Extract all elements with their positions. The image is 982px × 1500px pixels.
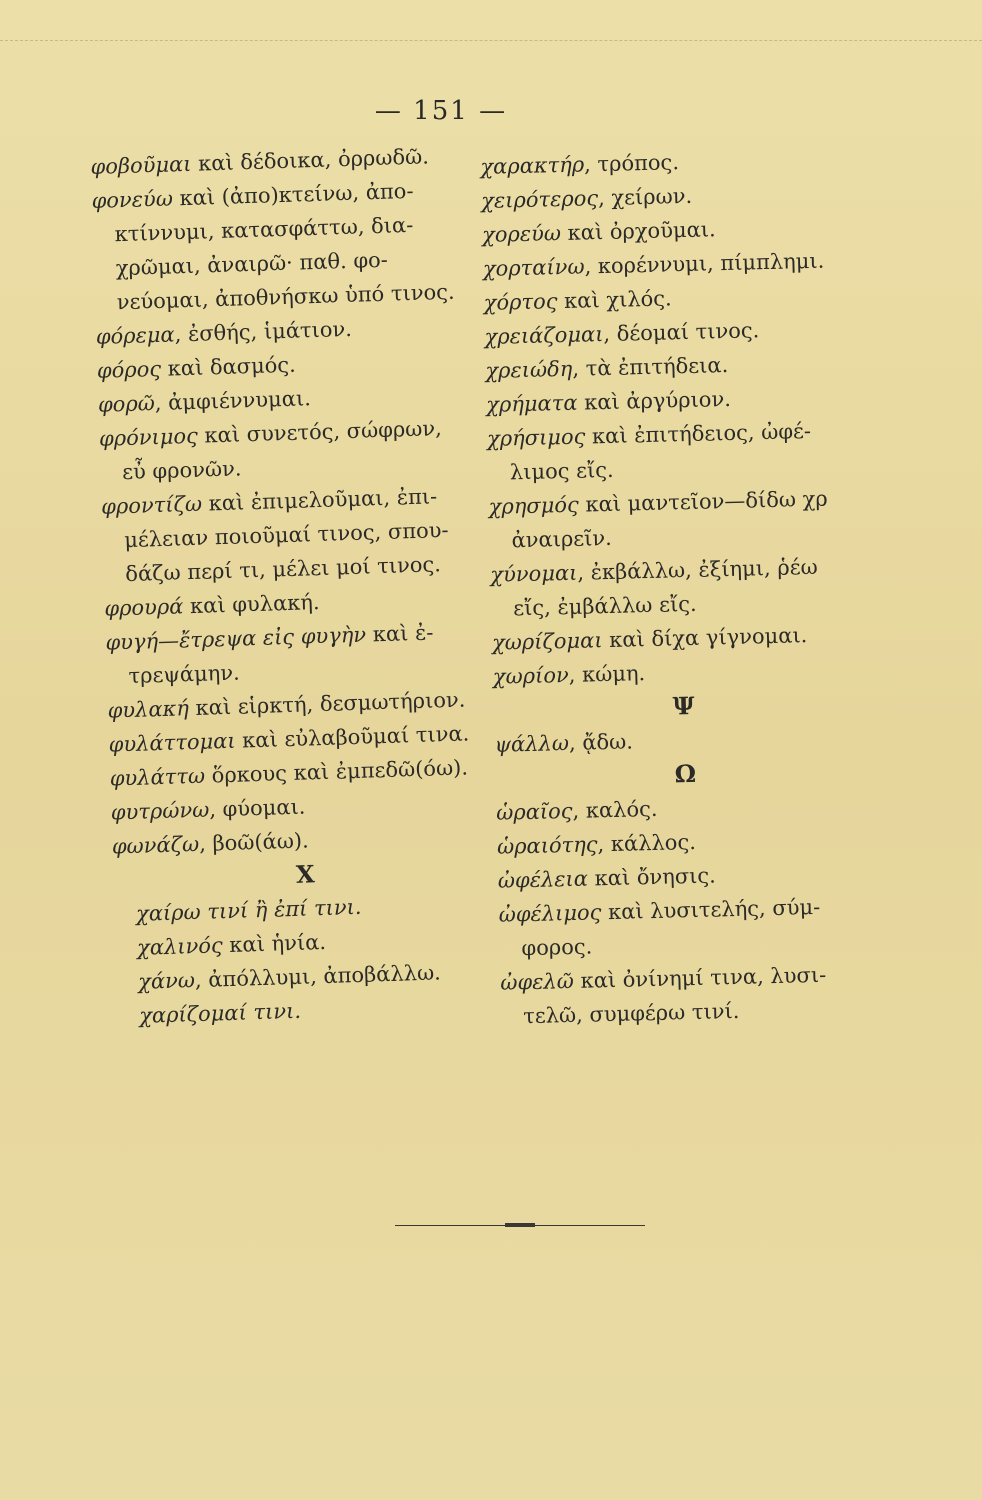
synonyms-text: , ἀπόλλυμι, ἀποβάλλω.	[194, 960, 442, 993]
synonyms-text: καὶ ἀργύριον.	[577, 386, 732, 415]
headword: χρήματα	[485, 390, 578, 417]
synonyms-text: , καλός.	[572, 796, 658, 823]
synonyms-text: καὶ ἐπιτήδειος, ὠφέ-	[585, 419, 812, 449]
synonyms-text: ἀναιρεῖν.	[511, 525, 613, 553]
headword: ὠφέλιμος	[498, 900, 602, 927]
headword: χόρτος	[483, 289, 558, 315]
headword: χαρακτήρ	[480, 152, 585, 179]
left-column	[90, 138, 493, 1033]
headword: φορῶ	[97, 391, 156, 417]
synonyms-text: , τὰ ἐπιτήδεια.	[572, 353, 729, 381]
headword: φονεύω	[91, 186, 174, 213]
headword: χορεύω	[481, 221, 562, 247]
headword: φυτρώνω	[110, 797, 210, 825]
headword: χωρίζομαι	[491, 628, 603, 655]
synonyms-text: , ἐκβάλλω, ἐξίημι, ῥέω	[577, 554, 818, 585]
footer-rule-mark	[505, 1223, 535, 1227]
headword: ὡραῖος	[495, 798, 573, 825]
synonyms-text: , φύομαι.	[208, 794, 306, 822]
synonyms-text: δάζω περί τι, μέλει μοί τινος.	[124, 552, 442, 587]
synonyms-text: καὶ δασμός.	[160, 352, 297, 381]
headword: φυλακή	[107, 696, 190, 723]
headword: ὠφέλεια	[497, 866, 589, 893]
synonyms-text: καὶ φυλακή.	[183, 590, 320, 619]
headword: χαλινός	[136, 933, 224, 960]
synonyms-text: , τρόπος.	[583, 150, 680, 177]
headword: φοβοῦμαι	[90, 151, 192, 179]
page-edge-line	[0, 40, 982, 41]
synonyms-text: , ᾄδω.	[568, 729, 634, 756]
headword: χύνομαι	[490, 560, 578, 587]
synonyms-text: φορος.	[521, 934, 593, 961]
letter-heading: Χ	[295, 859, 316, 889]
headword: φωνάζω	[111, 831, 200, 859]
headword: φυγή—ἔτρεψα εἰς φυγὴν	[105, 622, 367, 655]
synonyms-text: , χείρων.	[597, 183, 693, 211]
synonyms-text: καὶ εἱρκτή, δεσμωτήριον.	[188, 687, 466, 721]
synonyms-text: καὶ εὐλαβοῦμαί τινα.	[235, 721, 470, 753]
synonyms-text: , ἀμφιέννυμαι.	[154, 386, 312, 416]
headword: φυλάττομαι	[108, 728, 236, 757]
headword: φυλάττω	[109, 763, 206, 791]
synonyms-text: κτίννυμι, κατασφάττω, δια-	[114, 212, 414, 247]
page-number: — 151 —	[374, 96, 508, 126]
headword: φόρεμα	[95, 322, 176, 349]
synonyms-text: καὶ (ἀπο)κτείνω, ἀπο-	[172, 178, 414, 211]
headword: φόρος	[96, 356, 162, 383]
right-column	[480, 141, 861, 1034]
synonyms-text: καὶ ὀνίνημί τινα, λυσι-	[573, 962, 827, 993]
headword: ὠφελῶ	[500, 968, 575, 995]
synonyms-text: εὖ φρονῶν.	[121, 456, 242, 485]
synonyms-text: καὶ ὄνησις.	[587, 863, 717, 891]
synonyms-text: ὅρκους καὶ ἐμπεδῶ(όω).	[204, 755, 469, 788]
synonyms-text: , δέομαί τινος.	[603, 318, 760, 347]
synonyms-text: τελῶ, συμφέρω τινί.	[522, 998, 740, 1029]
synonyms-text: , ἐσθής, ἱμάτιον.	[174, 316, 353, 347]
synonyms-text: χρῶμαι, ἀναιρῶ· παθ. φο-	[115, 247, 389, 281]
synonyms-text: νεύομαι, ἀποθνήσκω ὑπό τινος.	[116, 279, 455, 315]
headword: χορταίνω	[482, 254, 585, 281]
synonyms-text: τρεψάμην.	[128, 660, 241, 689]
headword: χρησμός	[488, 492, 580, 519]
synonyms-text: καὶ συνετός, σώφρων,	[197, 416, 443, 448]
synonyms-text: , κορέννυμι, πίμπλημι.	[584, 248, 825, 279]
headword: φροντίζω	[100, 491, 203, 519]
synonyms-text: , κώμη.	[568, 661, 646, 687]
letter-heading: Ψ	[672, 690, 695, 721]
headword: φρουρά	[104, 594, 184, 621]
letter-heading: Ω	[674, 758, 697, 789]
headword: ψάλλω	[494, 731, 570, 757]
synonyms-text: καὶ δέδοικα, ὀρρωδῶ.	[191, 144, 430, 176]
synonyms-text: καὶ ὀρχοῦμαι.	[560, 217, 716, 246]
synonyms-text: καὶ ἐ-	[365, 620, 434, 647]
synonyms-text: , βοῶ(άω).	[198, 828, 310, 856]
headword: χειρότερος	[480, 186, 599, 213]
headword: χρειώδη	[485, 356, 573, 383]
synonyms-text: καὶ λυσιτελής, σύμ-	[601, 894, 821, 925]
synonyms-text: , κάλλος.	[597, 829, 697, 857]
headword: χαρίζομαί τινι.	[138, 998, 302, 1028]
synonyms-text: εἴς, ἐμβάλλω εἴς.	[512, 591, 697, 621]
synonyms-text: μέλειαν ποιοῦμαί τινος, σπου-	[123, 517, 449, 553]
headword: χάνω	[137, 968, 196, 994]
synonyms-text: καὶ ἐπιμελοῦμαι, ἐπι-	[201, 484, 438, 516]
synonyms-text: καὶ χιλός.	[557, 286, 672, 314]
synonyms-text: καὶ ἡνία.	[222, 929, 327, 958]
synonyms-text: καὶ δίχα γίγνομαι.	[602, 623, 808, 653]
headword: φρόνιμος	[98, 423, 199, 451]
headword: ὡραιότης	[496, 832, 598, 859]
headword: χρειάζομαι	[484, 322, 604, 349]
headword: χωρίον	[492, 662, 569, 689]
synonyms-text: λιμος εἴς.	[509, 457, 614, 485]
headword: χρήσιμος	[486, 424, 586, 451]
synonyms-text: καὶ μαντεῖον—δίδω χρ	[578, 486, 828, 517]
headword: χαίρω τινί ἢ ἐπί τινι.	[135, 894, 362, 926]
